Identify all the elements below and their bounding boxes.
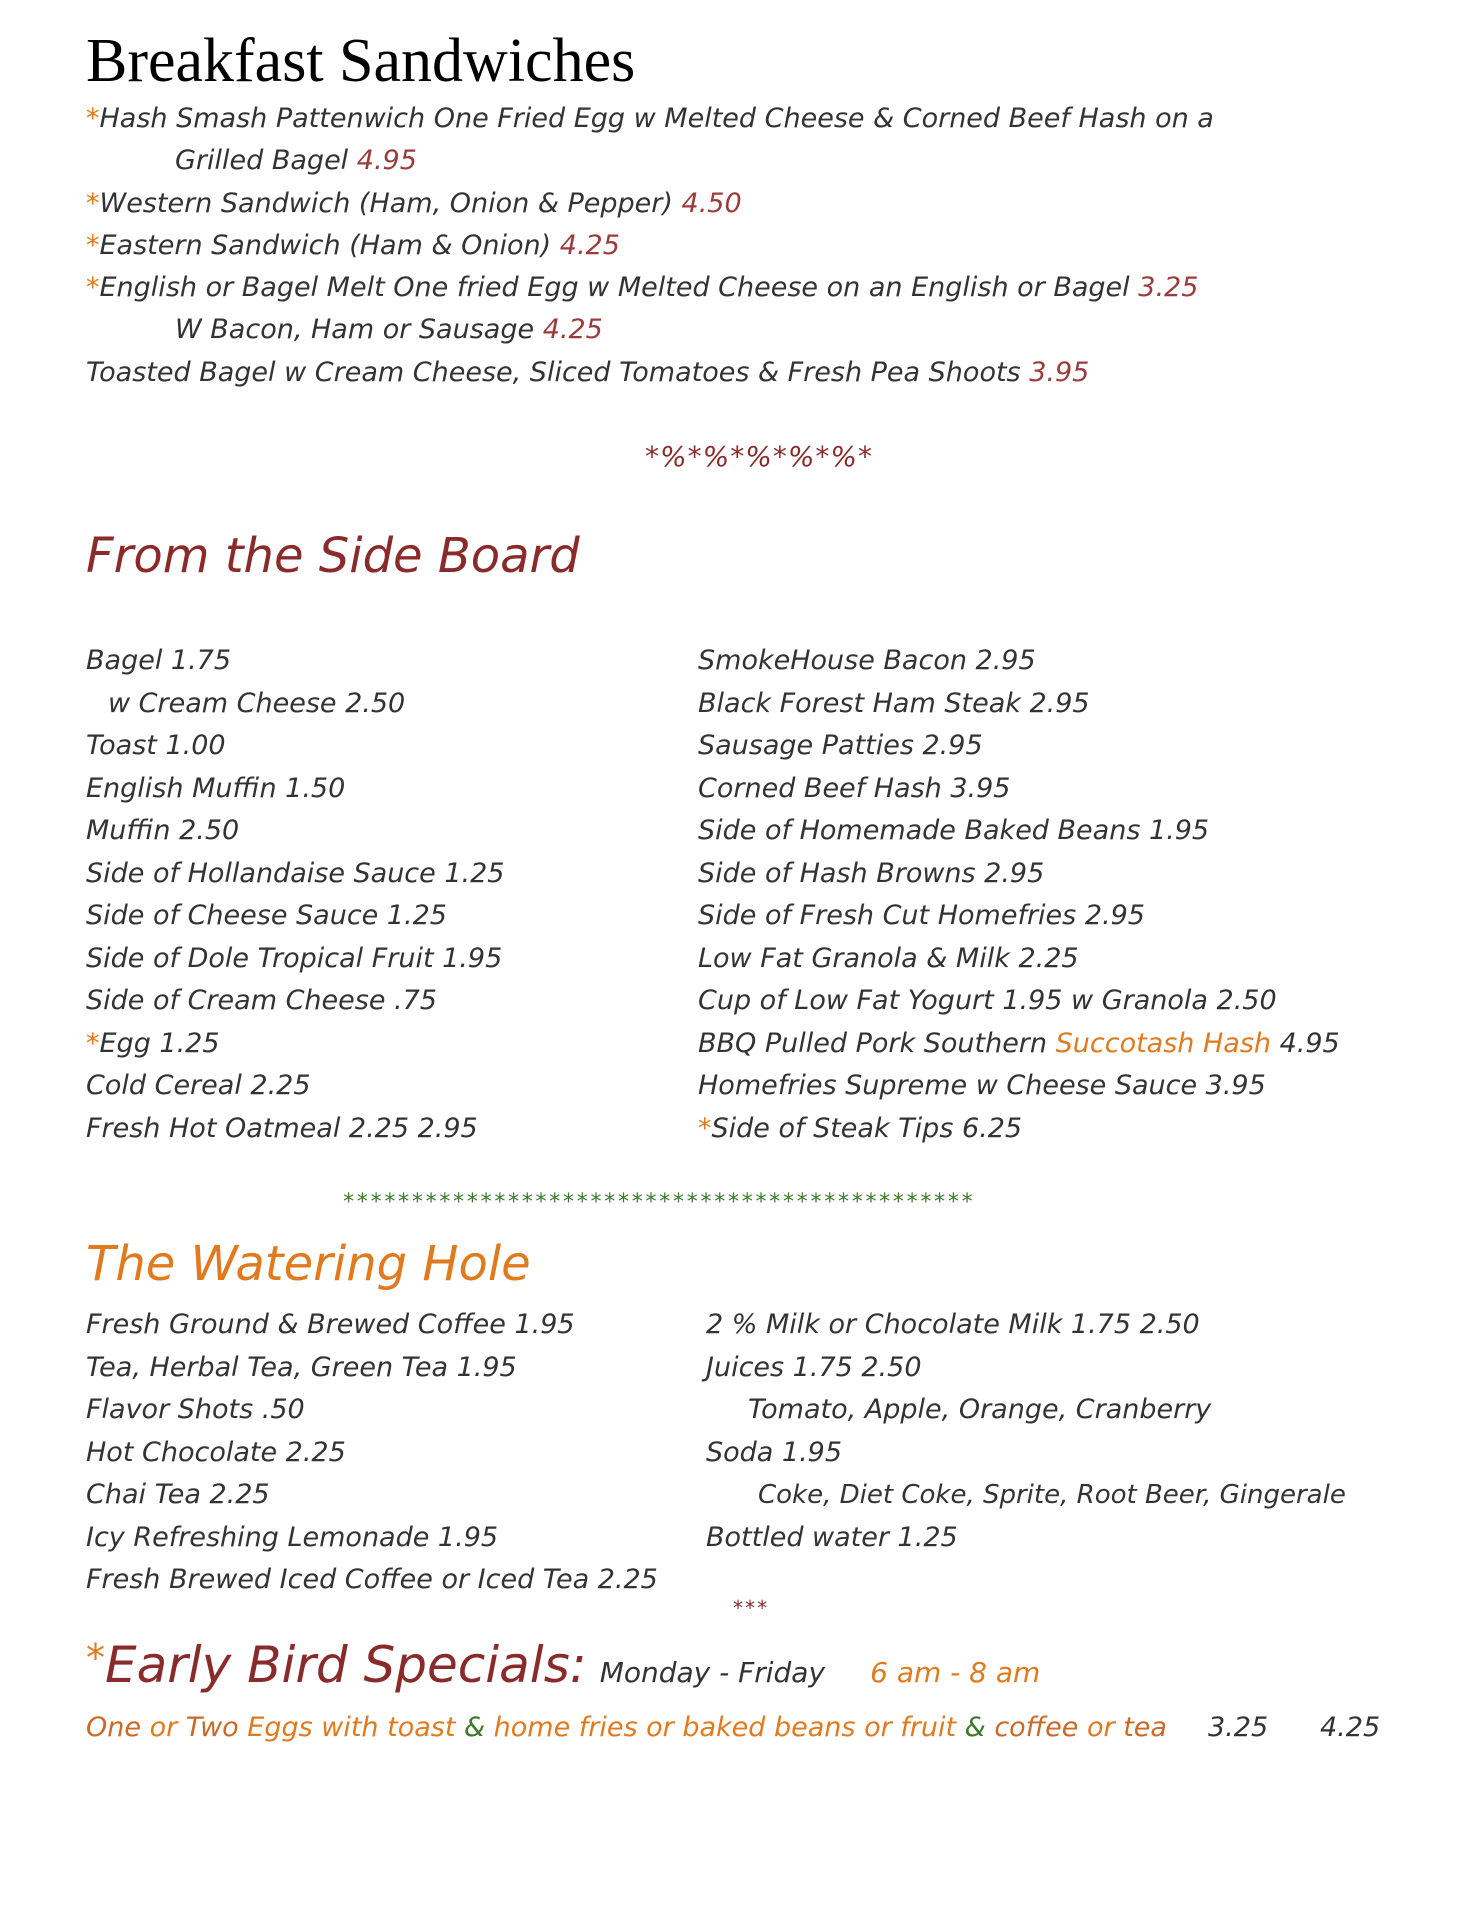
list-item: Juices 1.75 2.50 (706, 1351, 922, 1383)
heading-star: * (86, 1636, 105, 1680)
list-item: Tomato, Apple, Orange, Cranberry (748, 1394, 1212, 1425)
list-item: Side of Cheese Sauce 1.25 (86, 900, 447, 931)
item-price: 3.95 (1029, 357, 1090, 388)
list-item: Side of Fresh Cut Homefries 2.95 (698, 900, 1145, 931)
item-text: Grilled Bagel (175, 145, 349, 176)
item-price: 3.25 (1138, 272, 1199, 303)
item-star: * (86, 188, 100, 219)
list-item: SmokeHouse Bacon 2.95 (698, 645, 1036, 676)
list-item: Black Forest Ham Steak 2.95 (698, 687, 1090, 719)
list-item: Side of Hash Browns 2.95 (698, 857, 1045, 889)
watering-title: The Watering Hole (86, 1236, 531, 1292)
list-item: Fresh Ground & Brewed Coffee 1.95 (86, 1309, 575, 1340)
item-text: W Bacon, Ham or Sausage (175, 314, 535, 345)
item-text: Western Sandwich (Ham, Onion & Pepper) (99, 188, 673, 219)
list-item: English Muffin 1.50 (86, 772, 346, 804)
early-bird-days: Monday - Friday (599, 1656, 826, 1689)
item-price: 4.50 (681, 188, 742, 219)
list-item: Homefries Supreme w Cheese Sauce 3.95 (698, 1070, 1266, 1101)
list-item: *Egg 1.25 (86, 1027, 220, 1059)
early-bird-hours: 6 am - 8 am (870, 1656, 1041, 1689)
list-item: BBQ Pulled Pork Southern Succotash Hash 4.95 (698, 1027, 1340, 1059)
list-item: Side of Dole Tropical Fruit 1.95 (86, 942, 503, 974)
early-bird-heading (86, 1636, 1040, 1694)
breakfast-item-1 (86, 103, 1214, 134)
item-star: * (698, 1112, 712, 1144)
list-item: Chai Tea 2.25 (86, 1479, 270, 1510)
breakfast-item-2 (86, 188, 742, 219)
breakfast-title: Breakfast Sandwiches (86, 27, 636, 95)
list-item: Bagel 1.75 (86, 645, 232, 676)
list-item: Side of Cream Cheese .75 (86, 985, 437, 1016)
breakfast-item-5 (86, 357, 1089, 388)
small-star-divider: *** (732, 1596, 769, 1620)
list-item: Low Fat Granola & Milk 2.25 (698, 942, 1079, 974)
list-item: Cold Cereal 2.25 (86, 1070, 311, 1101)
breakfast-item-1-cont (175, 145, 417, 176)
sideboard-left-column (86, 640, 504, 1150)
item-star: * (86, 230, 100, 261)
list-item: Bottled water 1.25 (706, 1521, 958, 1553)
early-bird-description: One or Two Eggs with toast & home fries or baked beans or fruit & coffee or tea (86, 1712, 1167, 1743)
list-item: Cup of Low Fat Yogurt 1.95 w Granola 2.50 (698, 985, 1277, 1016)
breakfast-item-4 (86, 272, 1198, 303)
list-item: Side of Homemade Baked Beans 1.95 (698, 815, 1210, 846)
list-item: w Cream Cheese 2.50 (108, 687, 406, 719)
watering-left-column (86, 1304, 658, 1602)
list-item: Corned Beef Hash 3.95 (698, 772, 1011, 804)
list-item: Muffin 2.50 (86, 815, 240, 846)
early-bird-price-2: 4.25 (1320, 1712, 1381, 1743)
sideboard-title: From the Side Board (86, 528, 580, 584)
list-item: Sausage Patties 2.95 (698, 730, 983, 761)
watering-right-column (706, 1304, 1346, 1559)
item-text: Hash Smash Pattenwich One Fried Egg w Melted Cheese & Corned Beef Hash on a (99, 103, 1214, 134)
item-price: 4.25 (542, 314, 603, 345)
list-item: Coke, Diet Coke, Sprite, Root Beer, Gingerale (758, 1480, 1346, 1510)
item-star: * (86, 1027, 100, 1059)
item-star: * (86, 272, 100, 303)
item-text: Toasted Bagel w Cream Cheese, Sliced Tomatoes & Fresh Pea Shoots (86, 357, 1021, 388)
item-highlight: Succotash Hash (1055, 1027, 1272, 1059)
list-item: Toast 1.00 (86, 730, 226, 761)
item-price: 4.25 (559, 230, 620, 261)
item-star: * (86, 103, 100, 134)
list-item: *Side of Steak Tips 6.25 (698, 1112, 1023, 1144)
list-item: Fresh Hot Oatmeal 2.25 2.95 (86, 1112, 478, 1144)
item-price: 4.95 (356, 145, 417, 176)
item-text: English or Bagel Melt One fried Egg w Melted Cheese on an English or Bagel (99, 272, 1130, 303)
early-bird-title: Early Bird Specials: (105, 1636, 587, 1694)
list-item: Soda 1.95 (706, 1436, 843, 1468)
breakfast-item-4-cont (175, 314, 603, 345)
breakfast-item-3 (86, 230, 620, 261)
sideboard-right-column (698, 640, 1340, 1150)
early-bird-price-1: 3.25 (1208, 1712, 1269, 1743)
list-item: Hot Chocolate 2.25 (86, 1436, 346, 1468)
star-divider: ********************************************** (342, 1190, 975, 1215)
ornament-divider: *%*%*%*%*%* (645, 440, 874, 473)
list-item: Icy Refreshing Lemonade 1.95 (86, 1521, 499, 1553)
list-item: Fresh Brewed Iced Coffee or Iced Tea 2.25 (86, 1564, 658, 1595)
list-item: Flavor Shots .50 (86, 1394, 305, 1425)
list-item: Tea, Herbal Tea, Green Tea 1.95 (86, 1351, 517, 1383)
list-item: 2 % Milk or Chocolate Milk 1.75 2.50 (706, 1309, 1200, 1340)
list-item: Side of Hollandaise Sauce 1.25 (86, 857, 505, 889)
item-text: Eastern Sandwich (Ham & Onion) (99, 230, 552, 261)
